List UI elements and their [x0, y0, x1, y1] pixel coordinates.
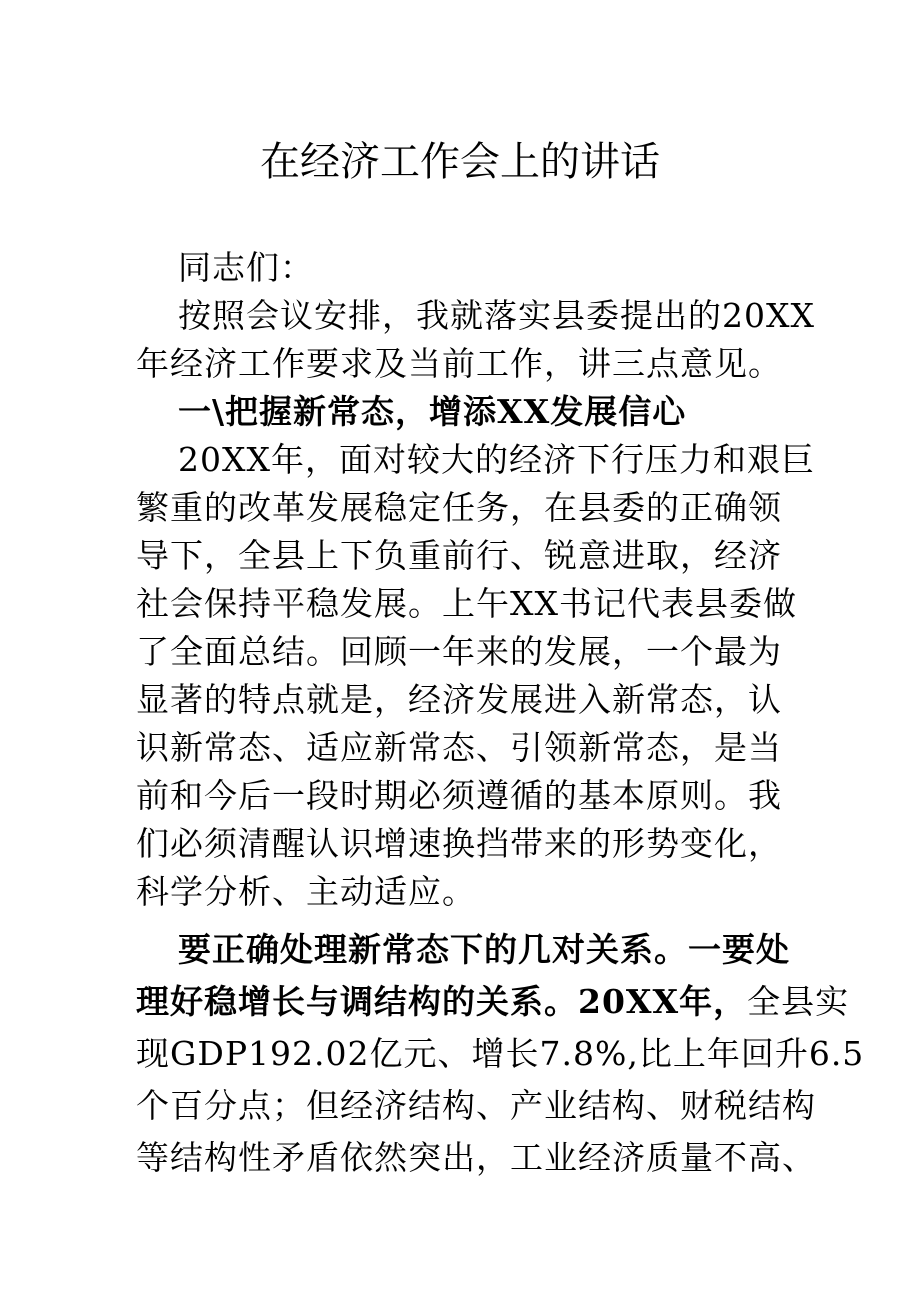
- paragraph-line: 导下，全县上下负重前行、锐意进取，经济: [136, 536, 782, 575]
- paragraph-line: 们必须清醒认识增速换挡带来的形势变化，: [136, 824, 782, 863]
- document-body: [136, 244, 865, 1184]
- paragraph-line: 科学分析、主动适应。: [136, 872, 476, 911]
- paragraph-line: 按照会议安排，我就落实县委提出的20XX: [178, 296, 815, 335]
- paragraph-line: 要正确处理新常态下的几对关系。一要处: [178, 930, 790, 969]
- paragraph-line: 显著的特点就是，经济发展进入新常态，认: [136, 680, 782, 719]
- bold-run: 理好稳增长与调结构的关系。20XX年，: [136, 982, 748, 1021]
- paragraph-line: 繁重的改革发展稳定任务，在县委的正确领: [136, 488, 782, 527]
- paragraph-line: 识新常态、适应新常态、引领新常态，是当: [136, 728, 782, 767]
- paragraph-2: [136, 924, 865, 1184]
- paragraph-line: 年经济工作要求及当前工作，讲三点意见。: [136, 344, 782, 383]
- intro-paragraph: [136, 292, 815, 388]
- paragraph-line: 前和今后一段时期必须遵循的基本原则。我: [136, 776, 782, 815]
- section-heading: 一\把握新常态，增添XX发展信心: [178, 392, 687, 431]
- paragraph-line: 现GDP192.02亿元、增长7.8%,比上年回升6.5: [136, 1034, 865, 1073]
- paragraph-line: 个百分点；但经济结构、产业结构、财税结构: [136, 1086, 816, 1125]
- paragraph-1: [136, 436, 815, 916]
- paragraph-line: 20XX年，面对较大的经济下行压力和艰巨: [178, 440, 815, 479]
- paragraph-line: 社会保持平稳发展。上午XX书记代表县委做: [136, 584, 797, 623]
- paragraph-line: 了全面总结。回顾一年来的发展，一个最为: [136, 632, 782, 671]
- document-title: 在经济工作会上的讲话: [260, 139, 660, 185]
- normal-run: 全县实: [747, 982, 850, 1021]
- salutation: 同志们：: [178, 248, 314, 287]
- paragraph-line-mixed: [136, 976, 850, 1028]
- paragraph-line: 等结构性矛盾依然突出，工业经济质量不高、: [136, 1138, 816, 1177]
